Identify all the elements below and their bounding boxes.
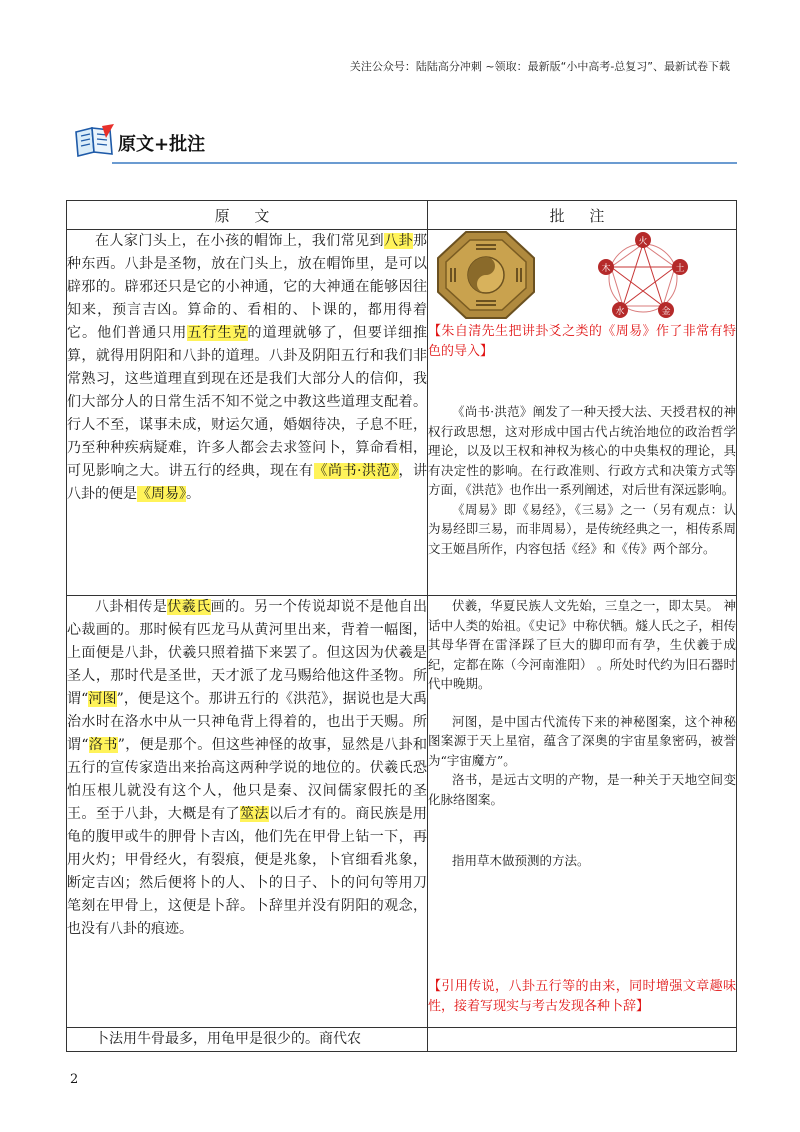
- note-zhouyi: 《周易》即《易经》，《三易》之一（另有观点：认为易经即三易，而非周易），是传统经典之一，相传系周文王姬昌所作，内容包括《经》和《传》两个部分。: [428, 501, 736, 556]
- open-book-icon: [72, 124, 116, 158]
- note-shifa: 指用草木做预测的方法。: [452, 853, 590, 868]
- original-paragraph-2: 八卦相传是伏羲氏画的。另一个传说却说不是他自出心裁画的。那时候有匹龙马从黄河里出来，背着一幅图，上面便是八卦，伏羲只照着描下来罢了。但这因为伏羲是圣人，那时代是圣世，天才派了龙马赐给他这件圣物。所谓“河图”，便是这个。那讲五行的《洪范》，据说也是大禹治水时在洛水中从一只神龟背上得着的，也出于天赐。所谓“洛书”，便是那个。但这些神怪的故事，显然是八卦和五行的宣传家造出来抬高这两种学说的地位的。伏羲氏恐怕压根儿就没有这个人，他只是秦、汉间儒家假托的圣王。至于八卦，大概是有了筮法以后才有的。商民族是用龟的腹甲或牛的胛骨卜吉凶，他们先在甲骨上钻一下，再用火灼；甲骨经火，有裂痕，便是兆象，卜官细看兆象，断定吉凶；然后便将卜的人、卜的日子、卜的问句等用刀笔刻在甲骨上，这便是卜辞。卜辞里并没有阴阳的观念，也没有八卦的痕迹。: [67, 599, 428, 937]
- highlight-hetu: 河图: [88, 691, 117, 707]
- note-hetu: 河图，是中国古代流传下来的神秘图案，这个神秘图案源于天上星宿，蕴含了深奥的宇宙星象密码，被誉为“宇宙魔方”。: [428, 713, 736, 768]
- highlight-bagua: 八卦: [384, 233, 414, 249]
- wuxing-diagram-image: [588, 230, 698, 322]
- header-note: 关注公众号：陆陆高分冲刺 ~领取：最新版“小中高考-总复习”、最新试卷下载: [349, 60, 730, 73]
- highlight-wuxing: 五行生克: [187, 325, 248, 341]
- original-paragraph-1: 在人家门头上，在小孩的帽饰上，我们常见到八卦那种东西。八卦是圣物，放在门头上，放在帽饰里，是可以辟邪的。辟邪还只是它的小神通，它的大神通在能够因往知来，预言吉凶。算命的、看相的、卜课的，都用得着它。他们普通只用五行生克的道理就够了，但要详细推算，就得用阴阳和八卦的道理。八卦及阴阳五行和我们非常熟习，这些道理直到现在还是我们大部分人的信仰，我们大部分人的日常生活不知不觉之中教这些道理支配着。行人不至，谋事未成，财运欠通，婚姻待决，子息不旺，乃至种种疾病疑难，许多人都会去求签问卜，算命看相，可见影响之大。讲五行的经典，现在有《尚书·洪范》，讲八卦的便是《周易》。: [67, 233, 428, 502]
- column-header-original: 原 文: [67, 201, 428, 230]
- red-note-1: 【朱自清先生把讲卦爻之类的《周易》作了非常有特色的导入】: [428, 324, 736, 359]
- highlight-fuxi: 伏羲氏: [167, 599, 211, 615]
- notes-cell-3: [428, 1028, 737, 1052]
- section-heading: [72, 122, 737, 162]
- original-text-cell-2: [67, 596, 428, 1028]
- bagua-mirror-image: [436, 230, 536, 320]
- illustrations: [428, 230, 736, 322]
- highlight-luoshu: 洛书: [88, 737, 118, 753]
- annotation-table: [66, 200, 737, 1052]
- page-number: 2: [70, 1072, 79, 1087]
- highlight-zhouyi: 《周易》: [137, 486, 186, 502]
- wuxing-label-fire: 火: [638, 237, 648, 247]
- note-hongfan: 《尚书·洪范》阐发了一种天授大法、天授君权的神权行政思想，这对形成中国古代占统治地位的政治哲学理论，以及以王权和神权为核心的中央集权的理论，具有决定性的影响。在行政准则、行政方式和决策方式等方面，《洪范》也作出一系列阐述，对后世有深远影响。: [428, 404, 736, 497]
- column-header-notes: 批 注: [428, 201, 737, 230]
- section-title: 原文+批注: [118, 134, 206, 155]
- section-underline: [112, 162, 737, 164]
- highlight-shifa: 筮法: [240, 806, 269, 822]
- original-text-cell-3: [67, 1028, 428, 1052]
- notes-cell-2: [428, 596, 737, 1028]
- note-luoshu: 洛书，是远古文明的产物，是一种关于天地空间变化脉络图案。: [428, 772, 736, 807]
- wuxing-label-earth: 土: [675, 264, 685, 274]
- wuxing-label-metal: 金: [661, 307, 671, 317]
- note-fuxi: 伏羲，华夏民族人文先始，三皇之一，即太昊。 神话中人类的始祖。《史记》中称伏牺。燧人氏之子，相传其母华胥在雷泽踩了巨大的脚印而有孕，生伏羲于成纪，定都在陈（今河南淮阳） 。所处时代约为旧石器时代中晚期。: [428, 598, 736, 691]
- red-note-2: 【引用传说，八卦五行等的由来，同时增强文章趣味性，接着写现实与考古发现各种卜辞】: [428, 978, 736, 1014]
- notes-cell-1: [428, 230, 737, 596]
- wuxing-label-wood: 木: [601, 264, 611, 274]
- original-paragraph-3: 卜法用牛骨最多，用龟甲是很少的。商代农: [95, 1031, 361, 1047]
- wuxing-label-water: 水: [615, 307, 625, 317]
- original-text-cell-1: [67, 230, 428, 596]
- highlight-hongfan: 《尚书·洪范》: [313, 463, 399, 479]
